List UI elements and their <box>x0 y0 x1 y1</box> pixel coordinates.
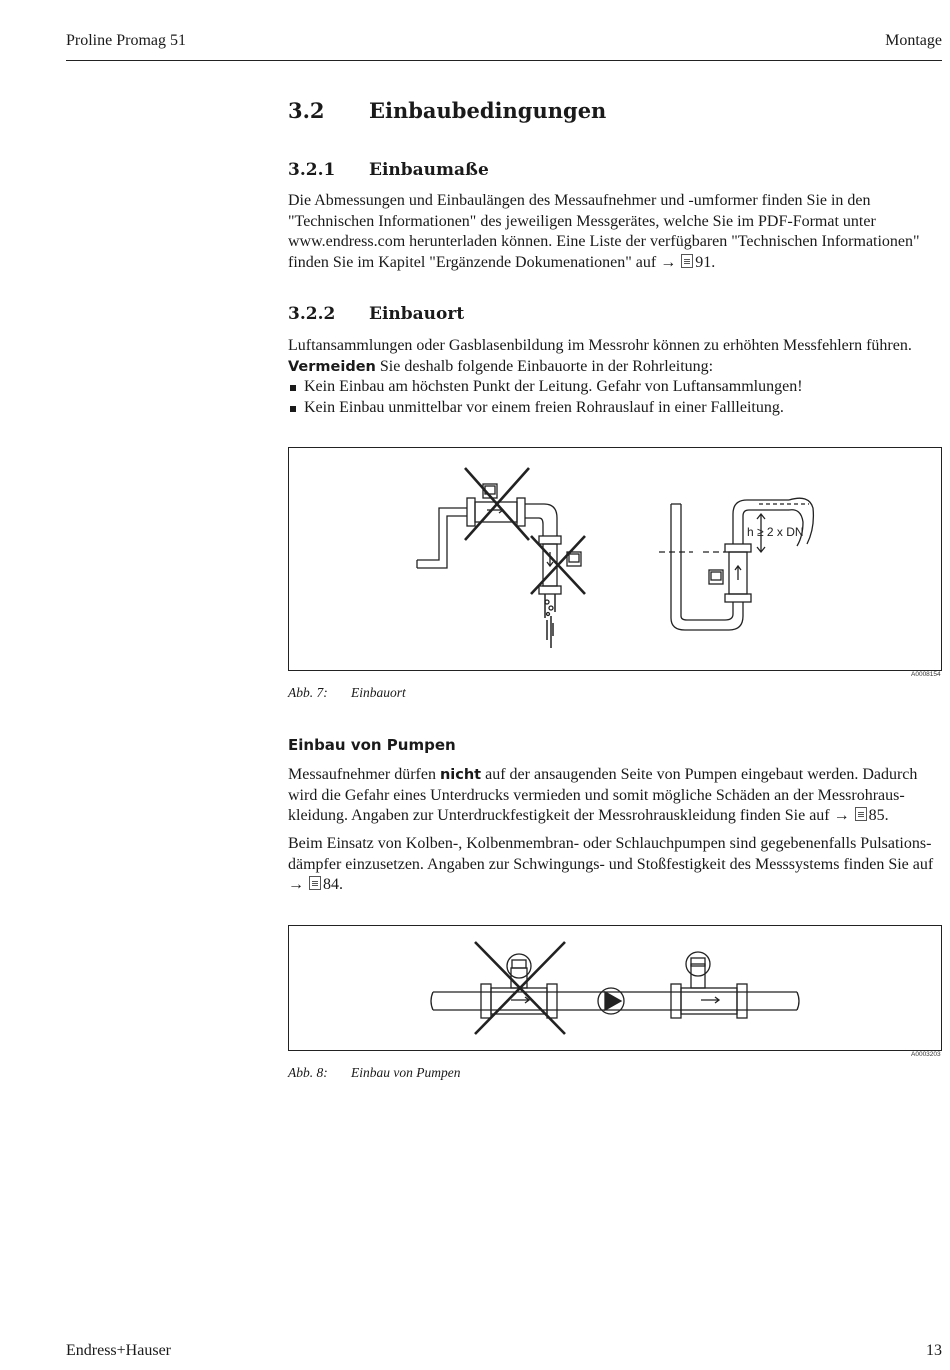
ref-arrow-icon: → <box>833 807 850 824</box>
sub1-title: Einbaumaße <box>369 160 489 180</box>
pumps-line <box>288 875 948 896</box>
ref-arrow-icon: → <box>660 253 677 271</box>
pumps-line <box>288 806 948 827</box>
header-title: Proline Promag 51 <box>66 32 186 49</box>
bullet-item <box>288 398 948 419</box>
section-number: 3.2 <box>288 98 325 123</box>
bullet-text: Kein Einbau am höchsten Punkt der Leitung. Gefahr von Luftansammlungen! <box>304 378 803 395</box>
pumps-line: Beim Einsatz von Kolben-, Kolbenmembran- oder Schlauchpumpen sind gegebenenfalls Pulsations- <box>288 835 932 852</box>
figure-pumpen <box>288 925 942 1051</box>
sub2-bold-word: Vermeiden <box>288 358 376 375</box>
bullet-item <box>288 377 948 398</box>
flange <box>467 498 475 526</box>
pumps-text: auf der ansaugenden Seite von Pumpen eingebaut werden. Dadurch <box>481 766 918 783</box>
pumpen-diagram <box>289 926 941 1050</box>
page-reference-icon <box>309 876 321 890</box>
sub1-page-ref[interactable]: 91. <box>695 253 716 271</box>
footer-company: Endress+Hauser <box>66 1342 171 1359</box>
header-chapter: Montage <box>885 32 942 49</box>
flange <box>517 498 525 526</box>
sub2-title: Einbauort <box>369 304 465 324</box>
section-title: Einbaubedingungen <box>369 98 607 123</box>
fig8-code: A0003203 <box>911 1051 941 1058</box>
fig7-code: A0008154 <box>911 671 941 678</box>
pumps-line: wird die Gefahr eines Unterdrucks vermieden und somit mögliche Schäden an der Messrohraus- <box>288 786 905 804</box>
sub1-line: "Technischen Informationen" des jeweiligen Messgerätes, welche Sie im PDF-Format unter <box>288 212 876 230</box>
height-dimension-label: h ≥ 2 x DN <box>747 525 804 539</box>
sub1-last-line: finden Sie im Kapitel "Ergänzende Dokumenationen" auf <box>288 253 657 271</box>
fig8-caption: Einbau von Pumpen <box>351 1065 461 1080</box>
sub2-number: 3.2.2 <box>288 304 336 324</box>
bullet-text: Kein Einbau unmittelbar vor einem freien Rohrauslauf in einer Fallleitung. <box>304 398 784 416</box>
fig7-label: Abb. 7: <box>288 685 328 700</box>
pumps-page-ref[interactable]: 85. <box>868 807 889 824</box>
pumps-page-ref[interactable]: 84. <box>323 876 343 893</box>
einbauort-diagram <box>289 448 941 670</box>
bullet-square-icon <box>290 385 296 391</box>
pumps-line <box>288 765 948 786</box>
pumps-title: Einbau von Pumpen <box>288 736 456 754</box>
sub1-number: 3.2.1 <box>288 160 336 180</box>
sub1-line <box>288 253 948 274</box>
ref-arrow-icon: → <box>288 876 304 893</box>
sub2-line2-rest: Sie deshalb folgende Einbauorte in der Rohrleitung: <box>375 357 714 375</box>
pumps-paragraph-2 <box>288 834 948 896</box>
page-reference-icon <box>681 254 693 268</box>
page-number: 13 <box>926 1342 942 1359</box>
pumps-line: dämpfer einzusetzen. Angaben zur Schwingungs- und Stoßfestigkeit des Messsystems finden Sie auf <box>288 855 934 873</box>
sub2-line1: Luftansammlungen oder Gasblasenbildung im Messrohr können zu erhöhten Messfehlern führen. <box>288 337 912 354</box>
pumps-paragraph-1 <box>288 765 948 827</box>
bullet-square-icon <box>290 406 296 412</box>
fig7-caption: Einbauort <box>351 685 406 700</box>
pumps-text: Messaufnehmer dürfen <box>288 766 440 783</box>
pumps-bold-word: nicht <box>439 767 482 783</box>
figure-einbauort <box>288 447 942 671</box>
sub2-paragraph <box>288 336 948 418</box>
sub1-line: Die Abmessungen und Einbaulängen des Messaufnehmer und -umformer finden Sie in den <box>288 192 871 209</box>
sub2-line2 <box>288 357 948 378</box>
header-rule <box>66 60 942 61</box>
sub1-line: www.endress.com herunterladen können. Eine Liste der verfügbaren "Technischen Informationen" <box>288 233 920 250</box>
page-reference-icon <box>855 807 867 821</box>
pumps-text: kleidung. Angaben zur Unterdruckfestigkeit der Messrohrauskleidung finden Sie auf <box>288 807 830 824</box>
sub1-paragraph <box>288 191 948 273</box>
fig8-label: Abb. 8: <box>288 1065 328 1080</box>
